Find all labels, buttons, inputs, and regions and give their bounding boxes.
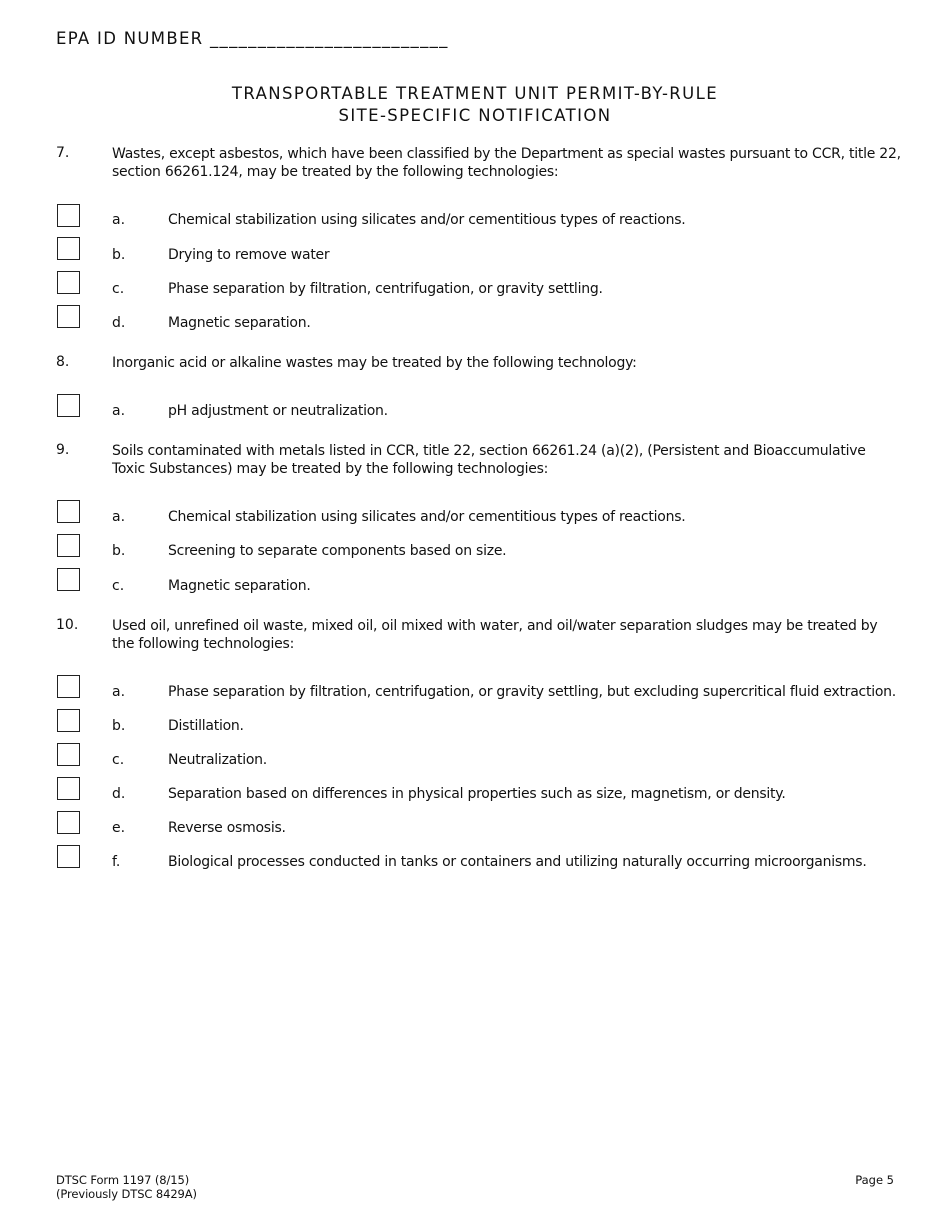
section-9-a-letter: a. — [112, 509, 126, 525]
form-title: TRANSPORTABLE TREATMENT UNIT PERMIT-BY-RULE — [231, 84, 719, 103]
section-7-b-label: Drying to remove water — [168, 247, 330, 263]
section-7-d-label: Magnetic separation. — [168, 315, 311, 331]
epa-id-line — [56, 29, 449, 48]
section-7-number: 7. — [56, 145, 70, 161]
section-10-c-letter: c. — [112, 752, 125, 768]
section-7-a-label: Chemical stabilization using silicates and/or cementitious types of reactions. — [168, 212, 686, 228]
section-8-number: 8. — [56, 354, 70, 370]
section-9-b-label: Screening to separate components based on size. — [168, 543, 507, 559]
section-10-e-label: Reverse osmosis. — [168, 820, 286, 836]
section-10-b-label: Distillation. — [168, 718, 244, 734]
section-7-b-checkbox[interactable] — [57, 237, 80, 260]
section-7-b-letter: b. — [112, 247, 126, 263]
section-7-d-checkbox[interactable] — [57, 305, 80, 328]
section-10-f-label: Biological processes conducted in tanks or containers and utilizing naturally occurring microorganisms. — [168, 854, 867, 870]
section-10-text: Used oil, unrefined oil waste, mixed oil, oil mixed with water, and oil/water separation sludges may be treated by the following technologies: — [112, 618, 878, 652]
section-9-b-letter: b. — [112, 543, 126, 559]
section-10-a-checkbox[interactable] — [57, 675, 80, 698]
footer-previous-form: (Previously DTSC 8429A) — [56, 1187, 197, 1201]
section-7-d-letter: d. — [112, 315, 126, 331]
section-9-number: 9. — [56, 442, 70, 458]
section-7-c-checkbox[interactable] — [57, 271, 80, 294]
section-10-a-letter: a. — [112, 684, 126, 700]
section-10-a-label: Phase separation by filtration, centrifugation, or gravity settling, but excluding supercritical fluid extraction. — [168, 684, 896, 700]
footer-form-id: DTSC Form 1197 (8/15) — [56, 1173, 190, 1187]
section-9-a-label: Chemical stabilization using silicates and/or cementitious types of reactions. — [168, 509, 686, 525]
section-10-b-checkbox[interactable] — [57, 709, 80, 732]
page-number: Page 5 — [855, 1173, 894, 1187]
section-7-a-checkbox[interactable] — [57, 204, 80, 227]
section-10-d-checkbox[interactable] — [57, 777, 80, 800]
epa-id-label: EPA ID NUMBER — [56, 29, 204, 48]
section-10-f-letter: f. — [112, 854, 121, 870]
section-10-e-checkbox[interactable] — [57, 811, 80, 834]
section-10-d-label: Separation based on differences in physical properties such as size, magnetism, or density. — [168, 786, 786, 802]
section-7-c-label: Phase separation by filtration, centrifugation, or gravity settling. — [168, 281, 603, 297]
section-10-f-checkbox[interactable] — [57, 845, 80, 868]
section-7-c-letter: c. — [112, 281, 125, 297]
section-10-e-letter: e. — [112, 820, 126, 836]
section-10-c-label: Neutralization. — [168, 752, 268, 768]
section-8-a-letter: a. — [112, 403, 126, 419]
section-10-c-checkbox[interactable] — [57, 743, 80, 766]
section-7-a-letter: a. — [112, 212, 126, 228]
section-8-a-checkbox[interactable] — [57, 394, 80, 417]
section-9-c-label: Magnetic separation. — [168, 578, 311, 594]
form-subtitle: SITE-SPECIFIC NOTIFICATION — [338, 106, 612, 125]
section-10-b-letter: b. — [112, 718, 126, 734]
footer-form-info — [56, 1173, 197, 1201]
section-8-text: Inorganic acid or alkaline wastes may be treated by the following technology: — [112, 355, 637, 371]
section-10-number: 10. — [56, 617, 79, 633]
section-8-a-label: pH adjustment or neutralization. — [168, 403, 388, 419]
section-9-a-checkbox[interactable] — [57, 500, 80, 523]
epa-id-field[interactable]: _________________________ — [209, 29, 449, 48]
section-9-c-checkbox[interactable] — [57, 568, 80, 591]
section-10-d-letter: d. — [112, 786, 126, 802]
section-7-text: Wastes, except asbestos, which have been classified by the Department as special wastes pursuant to CCR, title 22, section 66261.124, may be treated by the following technologies: — [112, 146, 901, 180]
section-9-text: Soils contaminated with metals listed in CCR, title 22, section 66261.24 (a)(2), (Persistent and Bioaccumulative Toxic Substances) may be treated by the following technologies: — [112, 443, 866, 477]
section-9-c-letter: c. — [112, 578, 125, 594]
section-9-b-checkbox[interactable] — [57, 534, 80, 557]
